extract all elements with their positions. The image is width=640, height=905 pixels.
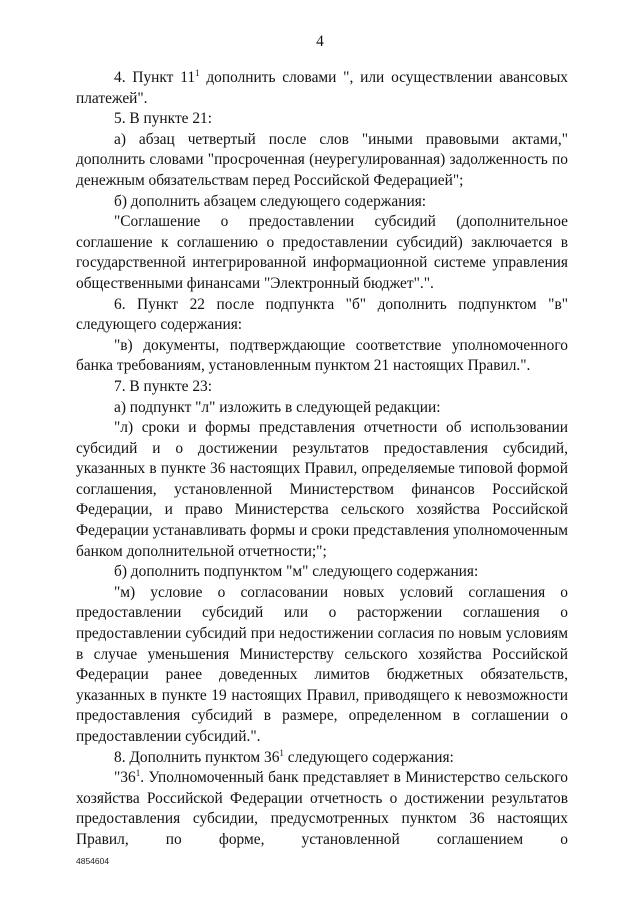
paragraph-item-5: 5. В пункте 21: [114,110,213,128]
document-body [76,68,568,851]
paragraph-item-5b: б) дополнить абзацем следующего содержания: [114,192,427,210]
quoted-text-7b: "м) условие о согласовании новых условий соглашения о предоставлении субсидий или о расторжении соглашения о предоставлении субсидий при недостижении согласия по новым условиям в случае уменьшения Министерству сельского хозяйства Российской Федерации ранее доведенных лимитов бюджетных обязательств, указанных в пункте 19 настоящих Правил, приводящего к невозможности предоставления субсидий в размере, определенном в соглашении о предоставлении субсидий.". [76,583,568,745]
paragraph-item-7b: б) дополнить подпунктом "м" следующего содержания: [114,563,479,581]
quoted-text-8: "$36^1$. Уполномоченный банк представляет в Министерство сельского хозяйства Российской Федерации отчетность о достижении результатов предоставления субсидии, предусмотренных пунктом 36 настоящих Правил, по форме, установленной соглашением о [76,768,568,848]
paragraph-item-8: 8. Дополнить пунктом $36^1$ следующего содержания: [114,747,454,766]
paragraph-item-7: 7. В пункте 23: [114,377,213,395]
paragraph-item-4: 4. Пункт $11^1$ дополнить словами ", или осуществлении авансовых платежей". [76,67,568,107]
paragraph-item-7a: а) подпункт "л" изложить в следующей редакции: [114,398,441,416]
quoted-text-5b: "Соглашение о предоставлении субсидий (дополнительное соглашение к соглашению о предоставлении субсидий) заключается в государственной интегрированной информационной системе управления общественными финансами "Электронный бюджет".". [76,213,568,292]
page-number: 4 [316,33,324,50]
quoted-text-6: "в) документы, подтверждающие соответствие уполномоченного банка требованиям, установленным пунктом 21 настоящих Правил.". [76,336,568,375]
quoted-text-7a: "л) сроки и формы представления отчетности об использовании субсидий и о достижении результатов предоставления субсидий, указанных в пункте 36 настоящих Правил, определяемые типовой формой соглашения, установленной Министерством финансов Российской Федерации, и право Министерства сельского хозяйства Российской Федерации устанавливать формы и сроки представления уполномоченным банком дополнительной отчетности;"; [76,419,568,560]
document-code: 4854604 [76,856,110,866]
paragraph-item-6: 6. Пункт 22 после подпункта "б" дополнить подпунктом "в" следующего содержания: [76,295,568,334]
paragraph-item-5a: а) абзац четвертый после слов "иными правовыми актами," дополнить словами "просроченная (неурегулированная) задолженность по денежным обязательствам перед Российской Федерацией"; [76,130,568,189]
